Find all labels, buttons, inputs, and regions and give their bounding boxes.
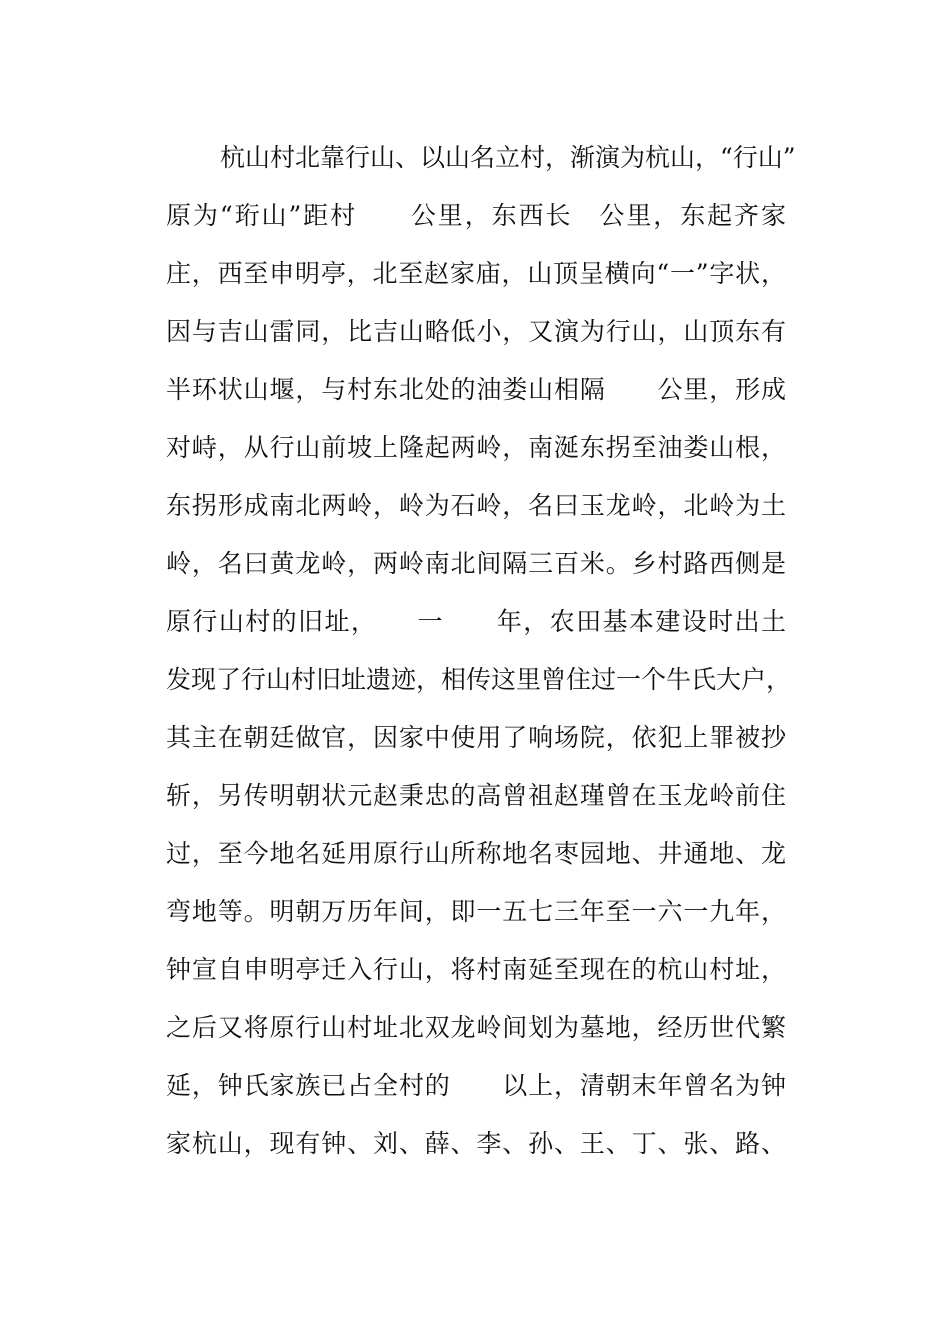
text-line: 东拐形成南北两岭，岭为石岭，名曰玉龙岭，北岭为土 [166, 491, 786, 520]
text-line: 发现了行山村旧址遗迹，相传这里曾住过一个牛氏大户， [166, 665, 792, 694]
text-line: 半环状山堰，与村东北处的油娄山相隔 公里，形成 [166, 375, 786, 404]
text-line: 因与吉山雷同，比吉山略低小，又演为行山，山顶东有 [166, 317, 786, 346]
text-line: 庄，西至申明亭，北至赵家庙，山顶呈横向“一”字状， [166, 259, 786, 288]
text-line: 对峙，从行山前坡上隆起两岭，南涎东拐至油娄山根， [166, 433, 786, 462]
text-line: 岭，名曰黄龙岭，两岭南北间隔三百米。乡村路西侧是 [166, 549, 786, 578]
text-line: 其主在朝廷做官，因家中使用了响场院，依犯上罪被抄 [166, 723, 786, 752]
text-line: 原行山村的旧址， 一 年，农田基本建设时出土 [166, 607, 786, 636]
text-line: 斩，另传明朝状元赵秉忠的高曾祖赵瑾曾在玉龙岭前住 [166, 781, 786, 810]
text-line: 弯地等。明朝万历年间，即一五七三年至一六一九年， [166, 897, 786, 926]
text-line: 之后又将原行山村址北双龙岭间划为墓地，经历世代繁 [166, 1013, 786, 1042]
text-line: 过，至今地名延用原行山所称地名枣园地、井通地、龙 [166, 839, 786, 868]
text-line: 杭山村北靠行山、以山名立村，渐演为杭山，“行山” [220, 143, 796, 172]
body-paragraph [166, 136, 796, 1180]
text-line: 钟宣自申明亭迁入行山，将村南延至现在的杭山村址， [166, 955, 786, 984]
text-line: 原为“珩山”距村 公里，东西长 公里，东起齐家 [166, 201, 786, 230]
text-line: 家杭山，现有钟、刘、薛、李、孙、王、丁、张、路、 [166, 1129, 786, 1158]
text-line: 延，钟氏家族已占全村的 以上，清朝末年曾名为钟 [166, 1071, 786, 1100]
